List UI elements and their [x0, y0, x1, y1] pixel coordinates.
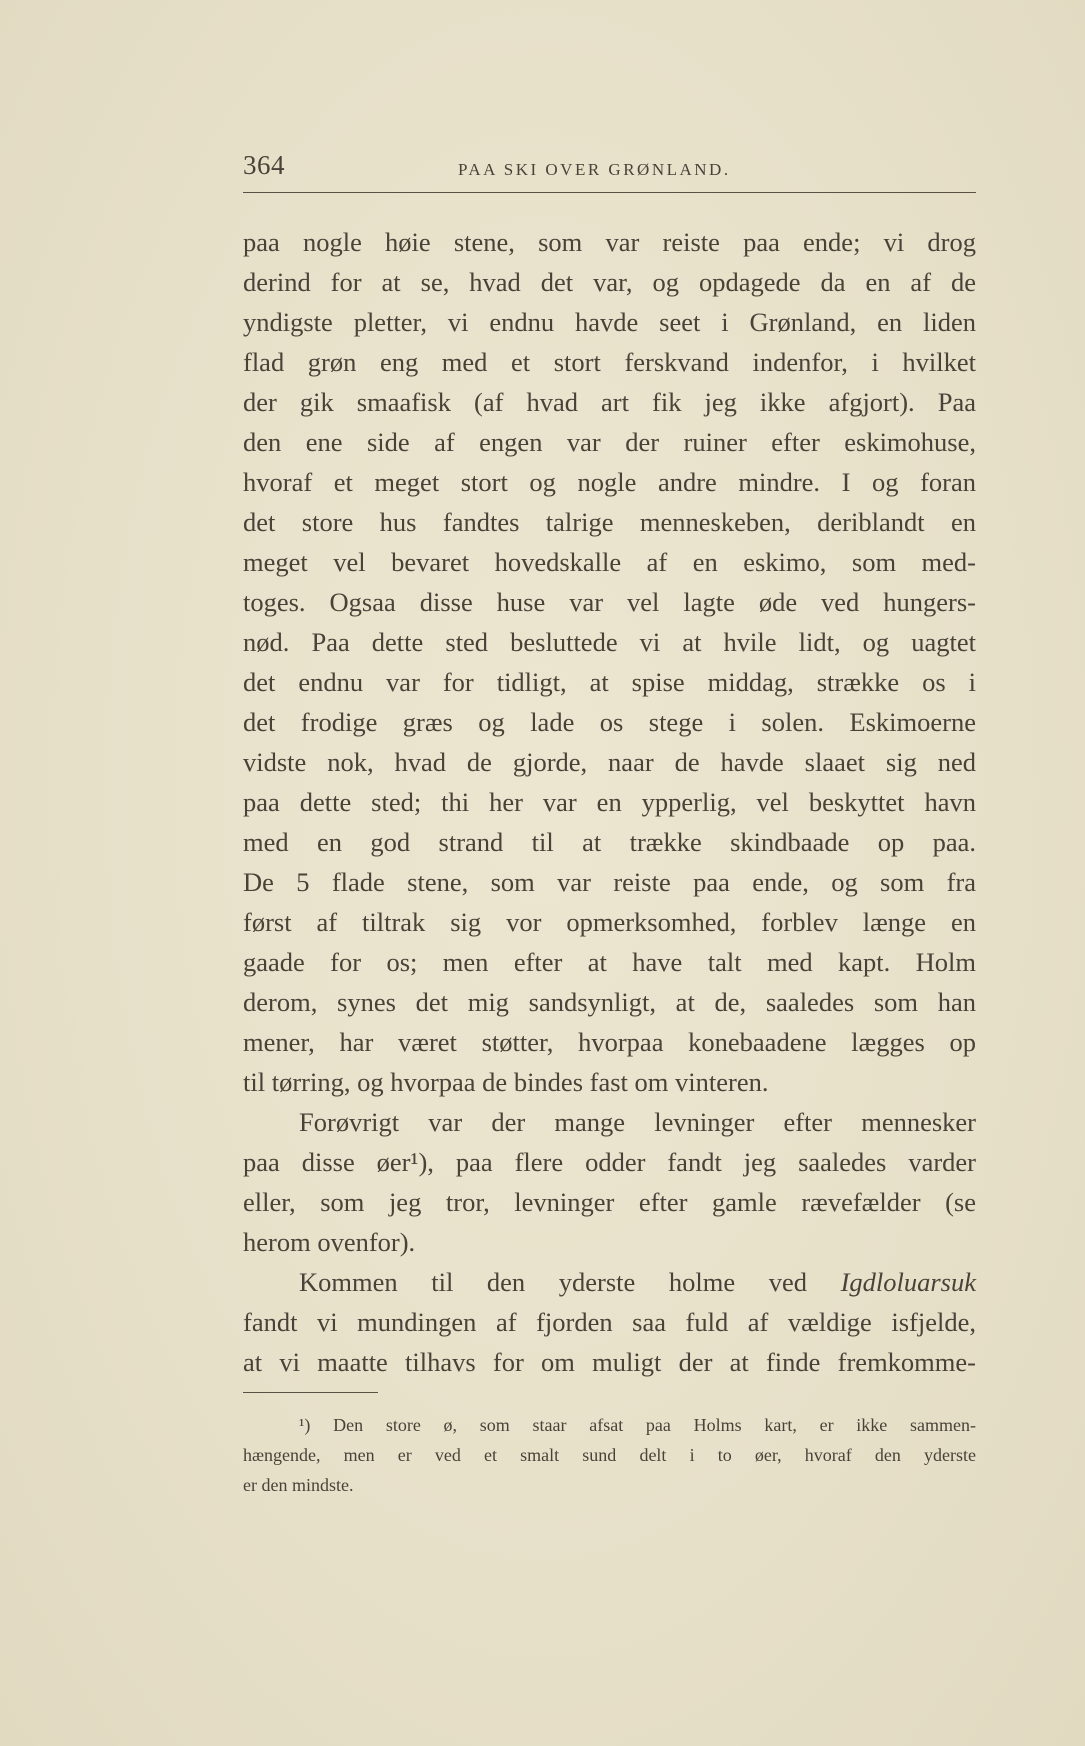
- text-line: herom ovenfor).: [243, 1227, 416, 1257]
- footnote-line: er den mindste.: [243, 1475, 354, 1495]
- text-fragment: paa disse øer: [243, 1147, 411, 1177]
- text-line: paa dette sted; thi her var en ypperlig, vel beskyttet havn: [243, 787, 976, 817]
- text-line: med en god strand til at trække skindbaade op paa.: [243, 827, 976, 857]
- text-line: det frodige græs og lade os stege i solen. Eskimoerne: [243, 707, 976, 737]
- text-line: den ene side af engen var der ruiner efter eskimohuse,: [243, 427, 976, 457]
- text-fragment: ¹), paa flere odder fandt jeg saaledes varder: [410, 1147, 976, 1177]
- place-name: Igdloluarsuk: [840, 1267, 976, 1297]
- text-line: først af tiltrak sig vor opmerksomhed, forblev længe en: [243, 907, 976, 937]
- text-line: mener, har været støtter, hvorpaa konebaadene lægges op: [243, 1027, 976, 1057]
- footnote-marker: ¹): [299, 1415, 311, 1435]
- text-line: De 5 flade stene, som var reiste paa ende, og som fra: [243, 867, 976, 897]
- text-fragment: Kommen til den yderste holme ved: [299, 1267, 807, 1297]
- page-header: [243, 150, 976, 190]
- footnote-rule: [243, 1392, 378, 1393]
- text-line: at vi maatte tilhavs for om muligt der at finde fremkomme-: [243, 1347, 976, 1377]
- footnote-line: [243, 1410, 976, 1440]
- text-line: paa nogle høie stene, som var reiste paa ende; vi drog: [243, 227, 976, 257]
- text-line: det store hus fandtes talrige menneskeben, deriblandt en: [243, 507, 976, 537]
- text-line: vidste nok, hvad de gjorde, naar de havde slaaet sig ned: [243, 747, 976, 777]
- text-line: det endnu var for tidligt, at spise middag, strække os i: [243, 667, 976, 697]
- text-line: eller, som jeg tror, levninger efter gamle rævefælder (se: [243, 1187, 976, 1217]
- footnote-line: hængende, men er ved et smalt sund delt i to øer, hvoraf den yderste: [243, 1445, 976, 1465]
- text-line: nød. Paa dette sted besluttede vi at hvile lidt, og uagtet: [243, 627, 976, 657]
- body-text: [243, 222, 976, 1382]
- footnote-text: Den store ø, som staar afsat paa Holms kart, er ikke sammen-: [333, 1415, 976, 1435]
- text-line: flad grøn eng med et stort ferskvand indenfor, i hvilket: [243, 347, 976, 377]
- text-line: hvoraf et meget stort og nogle andre mindre. I og foran: [243, 467, 976, 497]
- text-line: yndigste pletter, vi endnu havde seet i Grønland, en liden: [243, 307, 976, 337]
- text-line-with-place-name: [243, 1262, 976, 1302]
- footnote: [243, 1410, 976, 1500]
- text-line: toges. Ogsaa disse huse var vel lagte øde ved hungers-: [243, 587, 976, 617]
- text-line: til tørring, og hvorpaa de bindes fast om vinteren.: [243, 1067, 769, 1097]
- page-number: 364: [243, 150, 285, 180]
- text-line: gaade for os; men efter at have talt med kapt. Holm: [243, 947, 976, 977]
- text-line: der gik smaafisk (af hvad art fik jeg ikke afgjort). Paa: [243, 387, 976, 417]
- text-line: fandt vi mundingen af fjorden saa fuld af vældige isfjelde,: [243, 1307, 976, 1337]
- text-line: derom, synes det mig sandsynligt, at de, saaledes som han: [243, 987, 976, 1017]
- text-line: derind for at se, hvad det var, og opdagede da en af de: [243, 267, 976, 297]
- running-head: PAA SKI OVER GRØNLAND.: [458, 160, 731, 179]
- text-line: Forøvrigt var der mange levninger efter mennesker: [299, 1107, 976, 1137]
- text-line: meget vel bevaret hovedskalle af en eskimo, som med-: [243, 547, 976, 577]
- text-line-with-note: [243, 1142, 976, 1182]
- header-rule: [243, 192, 976, 193]
